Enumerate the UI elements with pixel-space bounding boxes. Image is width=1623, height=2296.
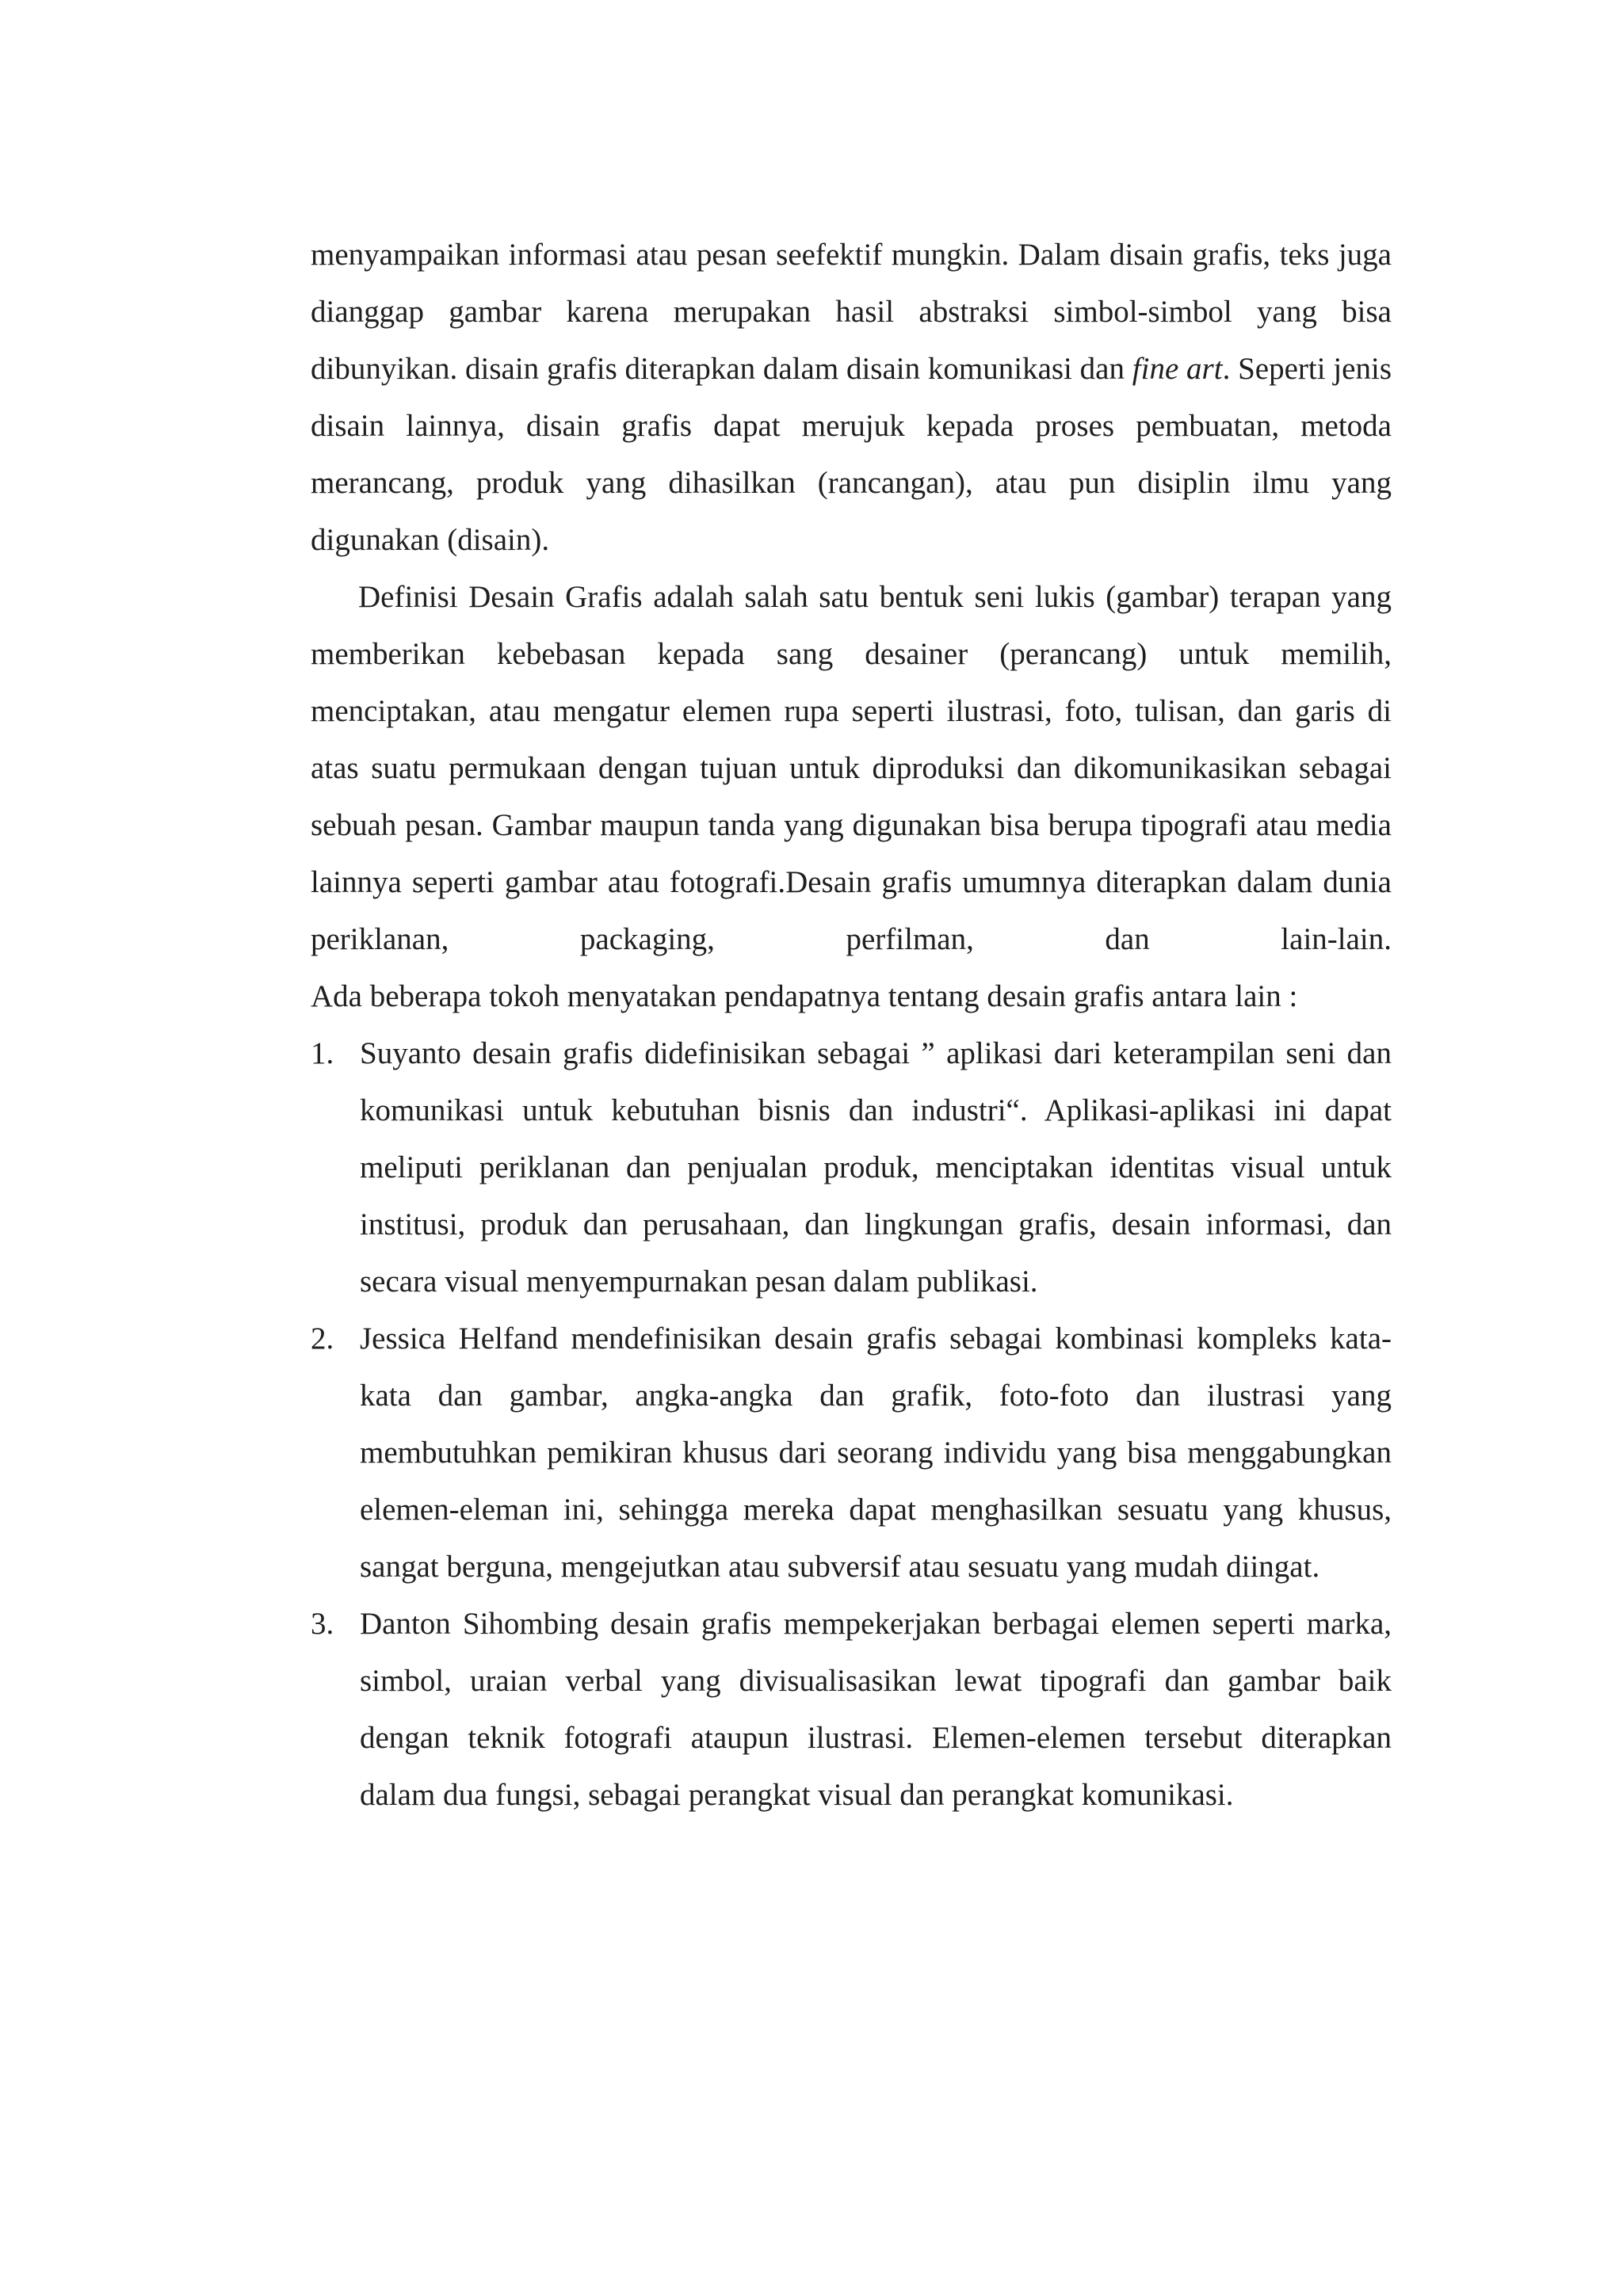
list-number: 1.: [311, 1036, 334, 1070]
paragraph-intro: Ada beberapa tokoh menyatakan pendapatnya tentang desain grafis antara lain :: [311, 979, 1298, 1013]
paragraph-1-text: menyampaikan informasi atau pesan seefektif mungkin. Dalam disain grafis, teks juga dianggap gambar karena merupakan hasil abstraksi simbol-simbol yang bisa dibunyikan. disain grafis diterapkan dalam disain komunikasi dan: [311, 238, 1392, 386]
list-item-text: Danton Sihombing desain grafis mempekerjakan berbagai elemen seperti marka, simbol, uraian verbal yang divisualisasikan lewat tipografi dan gambar baik dengan teknik fotografi ataupun ilustrasi. Elemen-elemen tersebut diterapkan dalam dua fungsi, sebagai perangkat visual dan perangkat komunikasi.: [360, 1607, 1392, 1812]
list-item: [311, 1310, 1392, 1596]
list-number: 2.: [311, 1322, 334, 1356]
list-number: 3.: [311, 1607, 334, 1641]
body-text: [311, 227, 1392, 1824]
paragraph-definition: Definisi Desain Grafis adalah salah satu bentuk seni lukis (gambar) terapan yang memberikan kebebasan kepada sang desainer (perancang) untuk memilih, menciptakan, atau mengatur elemen rupa seperti ilustrasi, foto, tulisan, dan garis di atas suatu permukaan dengan tujuan untuk diproduksi dan dikomunikasikan sebagai sebuah pesan. Gambar maupun tanda yang digunakan bisa berupa tipografi atau media lainnya seperti gambar atau fotografi.Desain grafis umumnya diterapkan dalam dunia periklanan, packaging, perfilman, dan lain-lain.: [311, 580, 1392, 956]
list-item: [311, 1025, 1392, 1310]
list-item-text: Suyanto desain grafis didefinisikan sebagai ” aplikasi dari keterampilan seni dan komunikasi untuk kebutuhan bisnis dan industri“. Aplikasi-aplikasi ini dapat meliputi periklanan dan penjualan produk, menciptakan identitas visual untuk institusi, produk dan perusahaan, dan lingkungan grafis, desain informasi, dan secara visual menyempurnakan pesan dalam publikasi.: [360, 1036, 1392, 1299]
paragraph-continuation: [311, 227, 1392, 569]
list-item-text: Jessica Helfand mendefinisikan desain grafis sebagai kombinasi kompleks kata- kata dan gambar, angka-angka dan grafik, foto-foto dan ilustrasi yang membutuhkan pemikiran khusus dari seorang individu yang bisa menggabungkan elemen-eleman ini, sehingga mereka dapat menghasilkan sesuatu yang khusus, sangat berguna, mengejutkan atau subversif atau sesuatu yang mudah diingat.: [360, 1322, 1392, 1584]
list-item: [311, 1596, 1392, 1824]
paragraph-1-text-end: . Seperti jenis disain lainnya, disain grafis dapat merujuk kepada proses pembuatan, metoda merancang, produk yang dihasilkan (rancangan), atau pun disiplin ilmu yang digunakan (disain).: [311, 352, 1392, 557]
definition-list: [311, 1025, 1392, 1824]
italic-term: fine art: [1132, 352, 1223, 386]
